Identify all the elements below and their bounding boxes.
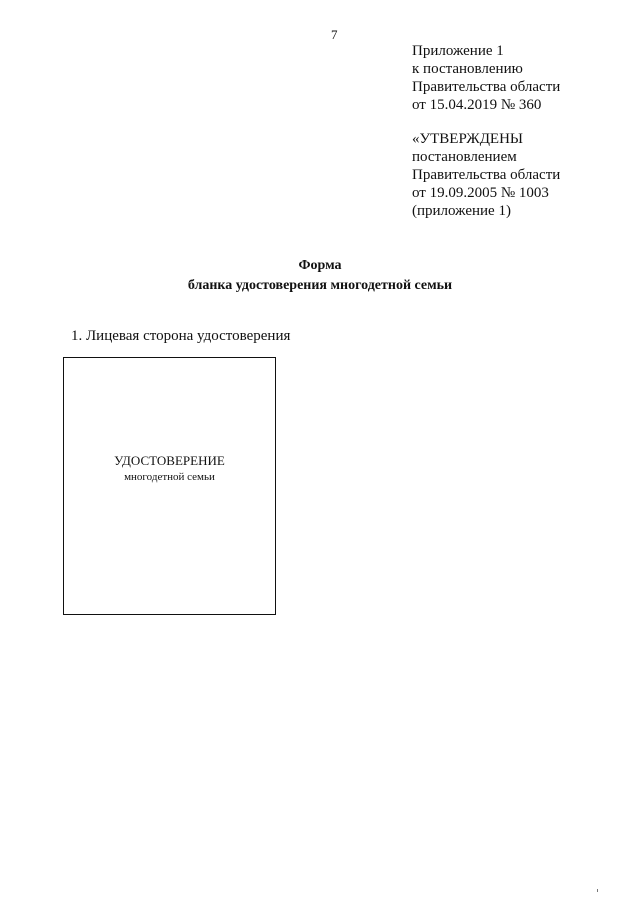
certificate-front-frame: [63, 357, 276, 615]
appendix-line-3: Правительства области: [412, 79, 561, 95]
certificate-title: УДОСТОВЕРЕНИЕ: [114, 453, 225, 468]
page-number: 7: [331, 27, 338, 42]
approved-line-2: постановлением: [412, 149, 517, 165]
appendix-line-1: Приложение 1: [412, 43, 504, 59]
certificate-subtitle: многодетной семьи: [124, 471, 215, 483]
scan-artifact: [597, 889, 598, 892]
approved-line-4: от 19.09.2005 № 1003: [412, 185, 549, 201]
approved-line-5: (приложение 1): [412, 203, 511, 219]
approval-reference-block: [412, 130, 560, 220]
form-title: [0, 256, 640, 296]
approved-line-3: Правительства области: [412, 167, 561, 183]
appendix-reference-block: [412, 42, 560, 114]
form-title-line-2: бланка удостоверения многодетной семьи: [187, 278, 453, 293]
appendix-line-4: от 15.04.2019 № 360: [412, 97, 542, 113]
appendix-line-2: к постановлению: [412, 61, 523, 77]
section-heading: 1. Лицевая сторона удостоверения: [71, 328, 291, 344]
approved-line-1: «УТВЕРЖДЕНЫ: [412, 131, 524, 147]
form-title-line-1: Форма: [298, 258, 342, 273]
